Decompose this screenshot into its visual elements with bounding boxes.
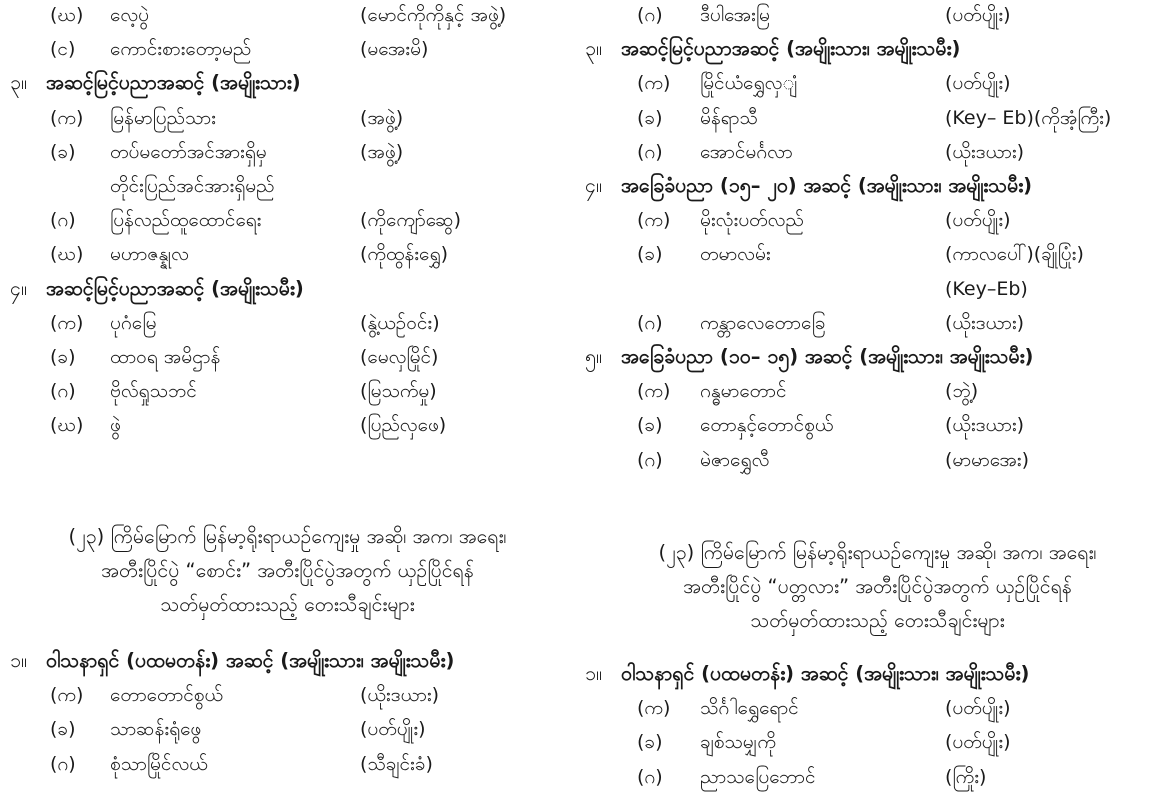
song-title: ညာသပြေဘောင် (700, 765, 816, 788)
item-marker: (ဂ) (637, 765, 663, 788)
song-title: မဟာဇန္နုလ (110, 243, 189, 266)
competition-heading-line: (၂၃) ကြိမ်မြောက် မြန်မာ့ရိုးရာယဉ်ကျေးမှု အဆို၊ အက၊ အရေး၊ (68, 525, 507, 548)
competition-heading-line: အတီးပြိုင်ပွဲ “စောင်း” အတီးပြိုင်ပွဲအတွက် ယှဉ်ပြိုင်ရန် (101, 559, 474, 582)
section-title: အခြေခံပညာ (၁၅– ၂၀) အဆင့် (အမျိုးသား၊ အမျိုးသမီး) (621, 174, 1033, 197)
song-note: (မေလှမြိုင်) (360, 346, 439, 368)
competition-heading-line: (၂၃) ကြိမ်မြောက် မြန်မာ့ရိုးရာယဉ်ကျေးမှု အဆို၊ အက၊ အရေး၊ (658, 541, 1097, 564)
song-note: (အဖွဲ့) (360, 140, 404, 163)
item-marker: (ဂ) (637, 448, 663, 471)
section-title: အဆင့်မြင့်ပညာအဆင့် (အမျိုးသား) (46, 71, 301, 95)
song-title: ဖွဲ (110, 414, 121, 437)
song-note: (နွဲ့ယဉ်ဝင်း) (360, 311, 440, 334)
song-note: (ကြိုး) (945, 765, 987, 788)
song-title: သိင်္ဂါရွှေရောင် (700, 697, 799, 720)
item-marker: (ဂ) (50, 380, 76, 403)
song-note: (ကိုကျော်ဆွေ) (360, 209, 462, 232)
item-marker: (ဂ) (50, 209, 76, 232)
song-note: (မာမာအေး) (945, 448, 1029, 471)
competition-heading (585, 536, 1170, 638)
song-note: (ပတ်ပျိုး) (945, 4, 1011, 26)
section-number: ၁။ (585, 662, 602, 685)
song-title: ဗိုလ်ရှုသဘင် (110, 380, 197, 403)
song-note: (မြသက်မှု) (360, 380, 437, 403)
section-title: အခြေခံပညာ (၁၀– ၁၅) အဆင့် (အမျိုးသား၊ အမျိုးသမီး) (621, 345, 1034, 368)
item-marker: (ခ) (50, 718, 76, 741)
song-title: မြိုင်ယံရွှေလှျံ (700, 72, 798, 95)
song-title: ပုဂံမြေ (110, 311, 157, 334)
item-marker: (က) (637, 380, 671, 403)
song-title: မိုးလုံးပတ်လည် (700, 209, 804, 232)
song-title: ထာဝရ အမိဌာန် (110, 346, 221, 368)
competition-heading-line: အတီးပြိုင်ပွဲ “ပတ္တလား” အတီးပြိုင်ပွဲအတွက် ယှဉ်ပြိုင်ရန် (683, 575, 1072, 598)
song-title: တောတောင်စွယ် (110, 684, 223, 707)
song-note: (ပြည်လှဖေ) (360, 414, 447, 437)
competition-heading-line: သတ်မှတ်ထားသည့် တေးသီချင်းများ (160, 593, 415, 616)
song-note: (ပတ်ပျိုး) (945, 731, 1011, 754)
song-note: (ပတ်ပျိုး) (945, 72, 1011, 95)
song-note: (ဘွဲ့) (945, 380, 979, 403)
item-marker: (က) (50, 106, 84, 129)
song-note: (ကိုထွန်းရွှေ) (360, 243, 449, 266)
song-note: (သီချင်းခံ) (360, 752, 433, 775)
song-title: မဲဇာရွှေလီ (700, 448, 770, 471)
item-marker: (ဂ) (637, 4, 663, 26)
song-title: တိုင်းပြည်အင်အားရှိမည် (110, 175, 275, 197)
song-note: (ပတ်ပျိုး) (945, 697, 1011, 720)
item-marker: (ဃ) (50, 414, 84, 437)
item-marker: (က) (637, 72, 671, 95)
song-note: (ယိုးဒယား) (945, 311, 1025, 334)
item-marker: (ဂ) (637, 311, 663, 334)
section-title: ဝါသနာရှင် (ပထမတန်း) အဆင့် (အမျိုးသား၊ အမျိုးသမီး) (621, 662, 1030, 685)
song-title: လေ့ပွဲ (110, 4, 149, 26)
item-marker: (ခ) (50, 140, 76, 163)
item-marker: (ခ) (637, 106, 663, 129)
song-note: (ယိုးဒယား) (945, 140, 1025, 163)
section-title: အဆင့်မြင့်ပညာအဆင့် (အမျိုးသမီး) (46, 276, 304, 300)
song-note: (ပတ်ပျိုး) (360, 718, 426, 741)
song-note: (အဖွဲ့) (360, 106, 404, 129)
item-marker: (ခ) (637, 243, 663, 266)
item-marker: (က) (50, 684, 84, 707)
item-marker: (ခ) (50, 346, 76, 368)
song-title: စုံသာမြိုင်လယ် (110, 752, 208, 775)
song-note: (မအေးမိ) (360, 38, 429, 61)
item-marker: (က) (637, 209, 671, 232)
section-number: ၄။ (585, 174, 602, 197)
song-title: ဂန္ဓမာတောင် (700, 380, 787, 403)
song-title: မိန်ရာသီ (700, 106, 758, 129)
item-marker: (ဃ) (50, 4, 84, 26)
item-marker: (ဂ) (637, 140, 663, 163)
competition-heading (0, 520, 575, 622)
song-note: (ယိုးဒယား) (945, 414, 1025, 437)
song-note: (မောင်ကိုကိုနှင့် အဖွဲ့) (360, 4, 507, 26)
item-marker: (ခ) (637, 731, 663, 754)
song-title: ပြန်လည်ထူထောင်ရေး (110, 209, 262, 232)
item-marker: (က) (637, 697, 671, 720)
section-number: ၅။ (585, 345, 602, 368)
song-note: (ယိုးဒယား) (360, 684, 440, 707)
section-number: ၄။ (10, 276, 27, 300)
song-title: သာဆန်းရုံဖွေ (110, 718, 202, 741)
song-title: တောနှင့်တောင်စွယ် (700, 414, 834, 437)
song-title: ကောင်းစားတော့မည် (110, 38, 252, 61)
section-title: အဆင့်မြင့်ပညာအဆင့် (အမျိုးသား၊ အမျိုးသမီး) (621, 37, 961, 61)
song-title: ချစ်သမျှကို (700, 731, 776, 754)
song-title: အောင်မင်္ဂလာ (700, 140, 793, 163)
song-note: (ကာလပေါ်)(ချိုပြုံး) (945, 243, 1084, 266)
item-marker: (ဃ) (50, 243, 84, 266)
song-title: ဒီပါအေးမြ (700, 4, 770, 26)
section-number: ၁။ (10, 649, 27, 672)
section-number: ၃။ (585, 37, 602, 61)
song-title: တမာလမ်း (700, 243, 771, 266)
item-marker: (ဂ) (50, 752, 76, 775)
song-note: (Key– Eb)(ကိုအံ့ကြီး) (945, 106, 1112, 129)
competition-heading-line: သတ်မှတ်ထားသည့် တေးသီချင်းများ (750, 609, 1005, 632)
song-title: တပ်မတော်အင်အားရှိမှ (110, 140, 267, 163)
song-note: (ပတ်ပျိုး) (945, 209, 1011, 232)
song-title: ကန္တာလေတောခြေ (700, 311, 826, 334)
song-note: (Key–Eb) (945, 277, 1028, 300)
song-title: မြန်မာပြည်သား (110, 106, 216, 129)
section-number: ၃။ (10, 71, 27, 95)
section-title: ဝါသနာရှင် (ပထမတန်း) အဆင့် (အမျိုးသား၊ အမျိုးသမီး) (46, 649, 455, 672)
item-marker: (င) (50, 38, 76, 61)
item-marker: (က) (50, 311, 84, 334)
item-marker: (ခ) (637, 414, 663, 437)
